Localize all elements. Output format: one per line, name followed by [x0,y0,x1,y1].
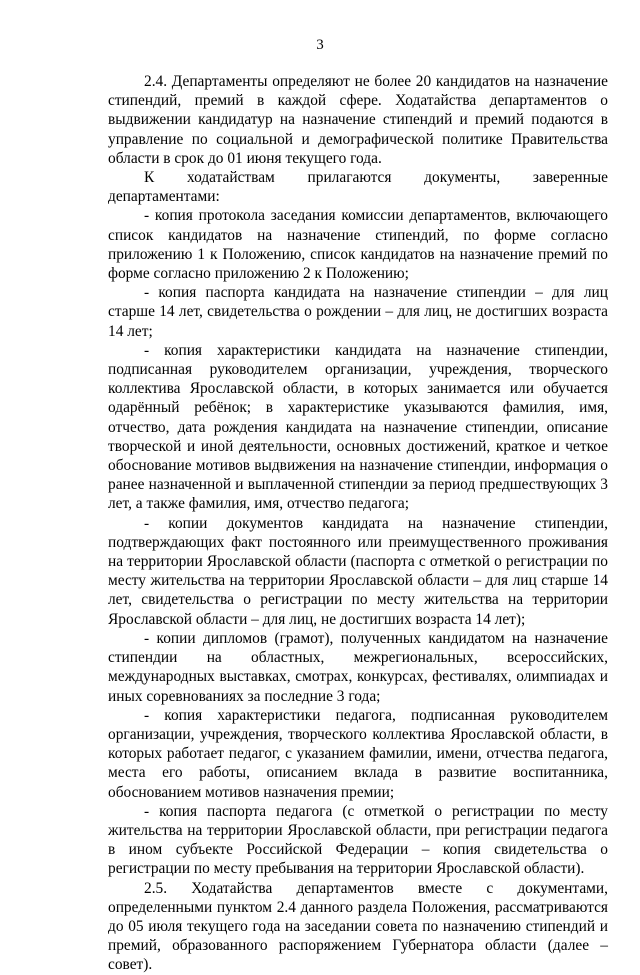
paragraph-2-5: 2.5. Ходатайства департаментов вместе с документами, определенными пунктом 2.4 данного раздела Положения, рассматриваются до 05 июля текущего года на заседании совета по назначению стипендий и премий, образованного распоряжением Губернатора области (далее – совет). [108,879,608,974]
list-item-protocol-copy: - копия протокола заседания комиссии департаментов, включающего список кандидатов на назначение стипендий, по форме согласно приложению 1 к Положению, список кандидатов на назначение премий по форме согласно приложению 2 к Положению; [108,207,608,283]
list-item-candidate-characteristic: - копия характеристики кандидата на назначение стипендии, подписанная руководителем организации, учреждения, творческого коллектива Ярославской области, в которых занимается или обучается одарённый ребёнок; в характеристике указываются фамилия, имя, отчество, дата рождения кандидата на назначение стипендии, описание творческой и иной деятельности, основных достижений, краткое и четкое обоснование мотивов выдвижения на назначение стипендии, информация о ранее назначенной и выплаченной стипендии за период предшествующих 3 лет, а также фамилия, имя, отчество педагога; [108,341,608,513]
list-item-passport-copy: - копия паспорта кандидата на назначение стипендии – для лиц старше 14 лет, свидетельства о рождении – для лиц, не достигших возраста 14 лет; [108,284,608,340]
paragraph-2-4: 2.4. Департаменты определяют не более 20 кандидатов на назначение стипендий, премий в каждой сфере. Ходатайства департаментов о выдвижении кандидатур на назначение стипендий и премий подаются в управление по социальной и демографической политике Правительства области в срок до 01 июня текущего года. [108,73,608,167]
document-body [108,72,608,975]
list-item-teacher-characteristic: - копия характеристики педагога, подписанная руководителем организации, учреждения, творческого коллектива Ярославской области, в которых работает педагог, с указанием фамилии, имени, отчества педагога, места его работы, описанием вклада в развитие воспитанника, обоснованием мотивов назначения премии; [108,706,608,801]
list-item-teacher-passport: - копия паспорта педагога (с отметкой о регистрации по месту жительства на территории Ярославской области, при регистрации педагога в ином субъекте Российской Федерации – копия свидетельства о регистрации по месту пребывания на территории Ярославской области). [108,802,608,878]
list-item-diplomas: - копии дипломов (грамот), полученных кандидатом на назначение стипендии на областных, межрегиональных, всероссийских, международных выставках, смотрах, конкурсах, фестивалях, олимпиадах и иных соревнованиях за последние 3 года; [108,629,608,705]
paragraph-attachments-intro: К ходатайствам прилагаются документы, заверенные департаментами: [108,169,608,206]
list-item-residence-documents: - копии документов кандидата на назначение стипендии, подтверждающих факт постоянного или преимущественного проживания на территории Ярославской области (паспорта с отметкой о регистрации по месту жительства на территории Ярославской области – для лиц старше 14 лет, свидетельства о регистрации по месту жительства на территории Ярославской области – для лиц, не достигших возраста 14 лет); [108,514,608,628]
page-number: 3 [316,37,324,53]
